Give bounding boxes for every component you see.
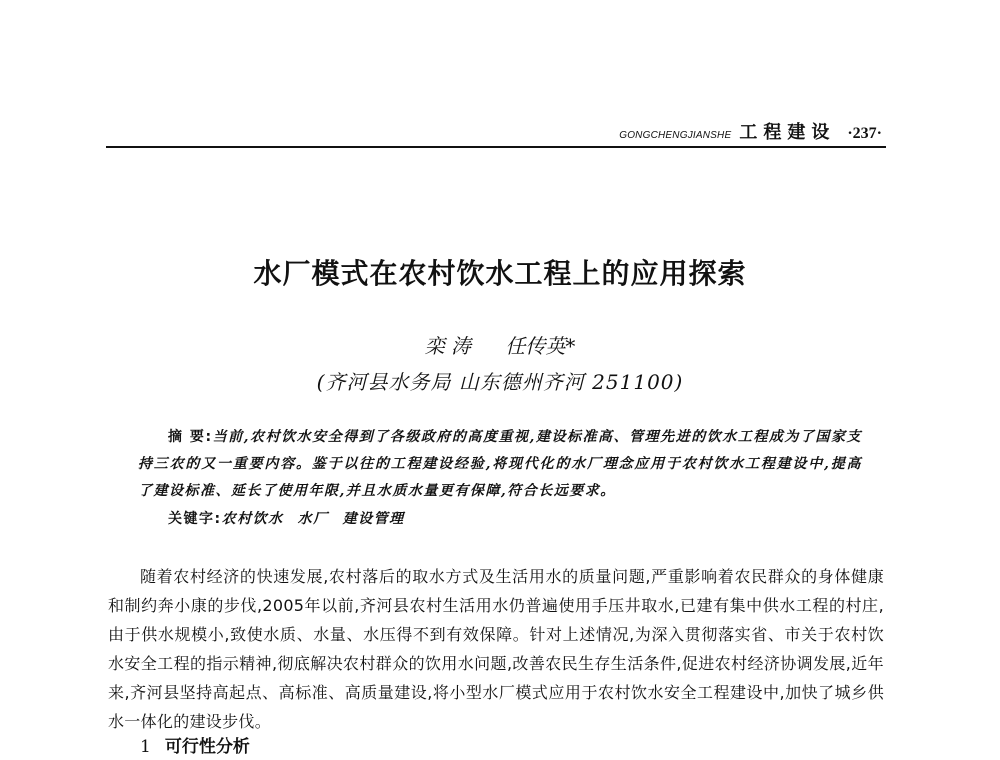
header-rule bbox=[106, 146, 886, 148]
author-line bbox=[0, 330, 1000, 359]
abstract bbox=[138, 424, 862, 505]
section-heading bbox=[140, 732, 250, 757]
author-name: 栾 涛 bbox=[424, 334, 471, 358]
journal-pinyin: GONGCHENGJIANSHE bbox=[619, 130, 732, 141]
author-name: 任传英* bbox=[505, 334, 576, 358]
journal-name: 工程建设 bbox=[739, 122, 836, 143]
abstract-label: 摘 要: bbox=[168, 429, 213, 445]
section-title: 可行性分析 bbox=[164, 737, 250, 757]
running-head bbox=[619, 118, 882, 144]
page-number: ·237· bbox=[847, 125, 882, 142]
keywords-label: 关键字: bbox=[168, 511, 222, 527]
body-paragraph: 随着农村经济的快速发展,农村落后的取水方式及生活用水的质量问题,严重影响着农民群众的身体健康和制约奔小康的步伐,2005年以前,齐河县农村生活用水仍普遍使用手压井取水,已建有集中供水工程的村庄,由于供水规模小,致使水质、水量、水压得不到有效保障。针对上述情况,为深入贯彻落实省、市关于农村饮水安全工程的指示精神,彻底解决农村群众的饮用水问题,改善农民生存生活条件,促进农村经济协调发展,近年来,齐河县坚持高起点、高标准、高质量建设,将小型水厂模式应用于农村饮水安全工程建设中,加快了城乡供水一体化的建设步伐。 bbox=[108, 567, 884, 731]
keyword: 农村饮水 bbox=[221, 511, 284, 527]
abstract-text: 当前,农村饮水安全得到了各级政府的高度重视,建设标准高、管理先进的饮水工程成为了国家支持三农的又一重要内容。鉴于以往的工程建设经验,将现代化的水厂理念应用于农村饮水工程建设中,提高了建设标准、延长了使用年限,并且水质水量更有保障,符合长远要求。 bbox=[138, 429, 862, 499]
affiliation: (齐河县水务局 山东德州齐河 251100) bbox=[316, 370, 684, 394]
section-number: 1 bbox=[140, 737, 151, 757]
keyword: 水厂 bbox=[297, 511, 329, 527]
keyword: 建设管理 bbox=[342, 511, 405, 527]
keywords bbox=[168, 508, 419, 528]
article-title: 水厂模式在农村饮水工程上的应用探索 bbox=[253, 257, 747, 290]
